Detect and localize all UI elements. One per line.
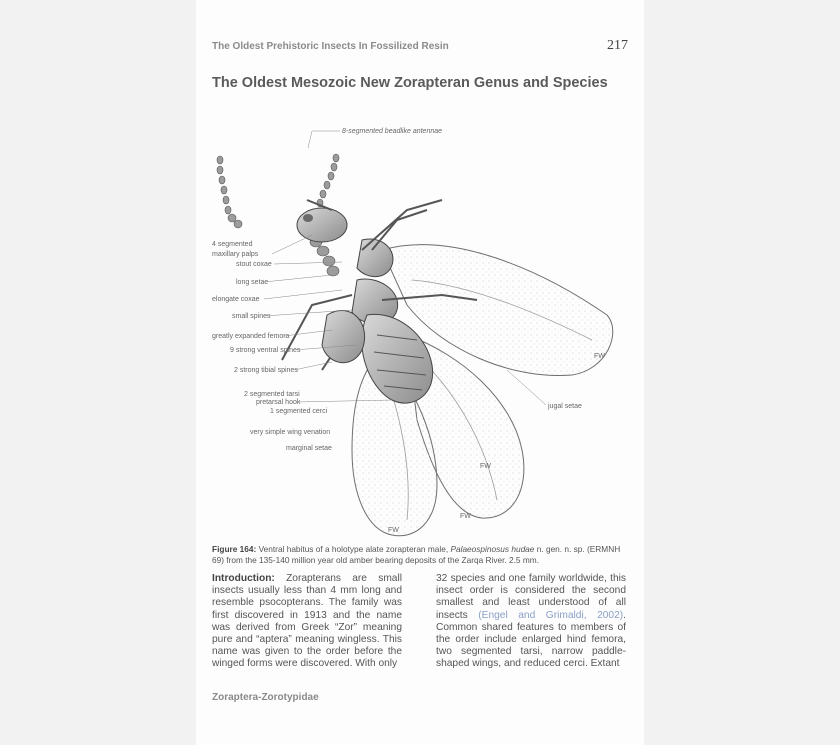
label-long-setae: long setae	[236, 279, 269, 286]
label-pretarsal-hook: pretarsal hook	[256, 399, 301, 406]
label-marginal-setae: marginal setae	[286, 445, 332, 452]
label-tarsi: 2 segmented tarsi	[244, 391, 300, 398]
document-page	[196, 0, 644, 745]
label-maxillary-palps-2: maxillary palps	[212, 251, 259, 258]
label-stout-coxae: stout coxae	[236, 261, 272, 268]
label-ventral-spines: 9 strong ventral spines	[230, 347, 301, 354]
label-jugal-setae: jugal setae	[548, 403, 582, 410]
caption-text-2: n. gen. n. sp. (ERMNH 69) from the 135-140 million year old amber bearing deposits of the Zarqa River. 2.5 mm.	[212, 544, 621, 565]
right-text-1: 32 species and one family worldwide, this insect order is considered the second smallest and least understood of all insects	[436, 573, 626, 621]
body-column-left	[212, 573, 402, 671]
label-antennae: 8-segmented beadlike antennae	[342, 128, 443, 135]
caption-species: Palaeospinosus hudae	[450, 544, 535, 554]
right-text-2: . Common shared features to members of the order include enlarged hind femora, two segmented tarsi, narrow paddle-shaped wings, and reduced cerci. Extant	[436, 609, 627, 670]
label-elongate-coxae: elongate coxae	[212, 296, 260, 303]
label-small-spines: small spines	[232, 313, 271, 320]
insect-illustration	[212, 100, 628, 540]
label-wing-venation: very simple wing venation	[250, 429, 331, 436]
label-cerci: 1 segmented cerci	[270, 408, 328, 415]
thorax	[352, 239, 398, 324]
running-head	[212, 38, 628, 53]
caption-lead: Figure 164:	[212, 544, 257, 554]
label-maxillary-palps-1: 4 segmented	[212, 241, 253, 248]
running-head-text: The Oldest Prehistoric Insects In Fossilized Resin	[212, 41, 449, 52]
body-column-right	[436, 573, 626, 671]
label-fw-3: FW	[460, 513, 471, 520]
insect-figure	[212, 100, 628, 540]
label-tibial-spines: 2 strong tibial spines	[234, 367, 298, 374]
label-fw-2: FW	[480, 463, 491, 470]
caption-text: Ventral habitus of a holotype alate zorapteran male,	[256, 544, 451, 554]
head	[297, 208, 347, 242]
label-expanded-femora: greatly expanded femora	[212, 333, 290, 340]
label-fw-4: FW	[388, 527, 399, 534]
chapter-title: The Oldest Mesozoic New Zorapteran Genus and Species	[212, 75, 608, 91]
figure-caption	[212, 544, 628, 566]
intro-heading: Introduction:	[212, 573, 275, 584]
intro-text: Zorapterans are small insects usually less than 4 mm long and resemble psocopterans. The family was first discovered in 1913 and the name was derived from Greek “Zor” meaning pure and “aptera” meaning wingless. This name was given to the order before the winged forms were discovered. With only	[212, 573, 402, 670]
label-fw-1: FW	[594, 353, 605, 360]
page-number: 217	[607, 38, 628, 53]
citation-link[interactable]: (Engel and Grimaldi, 2002)	[478, 609, 624, 621]
page-footer: Zoraptera-Zorotypidae	[212, 692, 319, 703]
hind-femur	[322, 310, 365, 362]
